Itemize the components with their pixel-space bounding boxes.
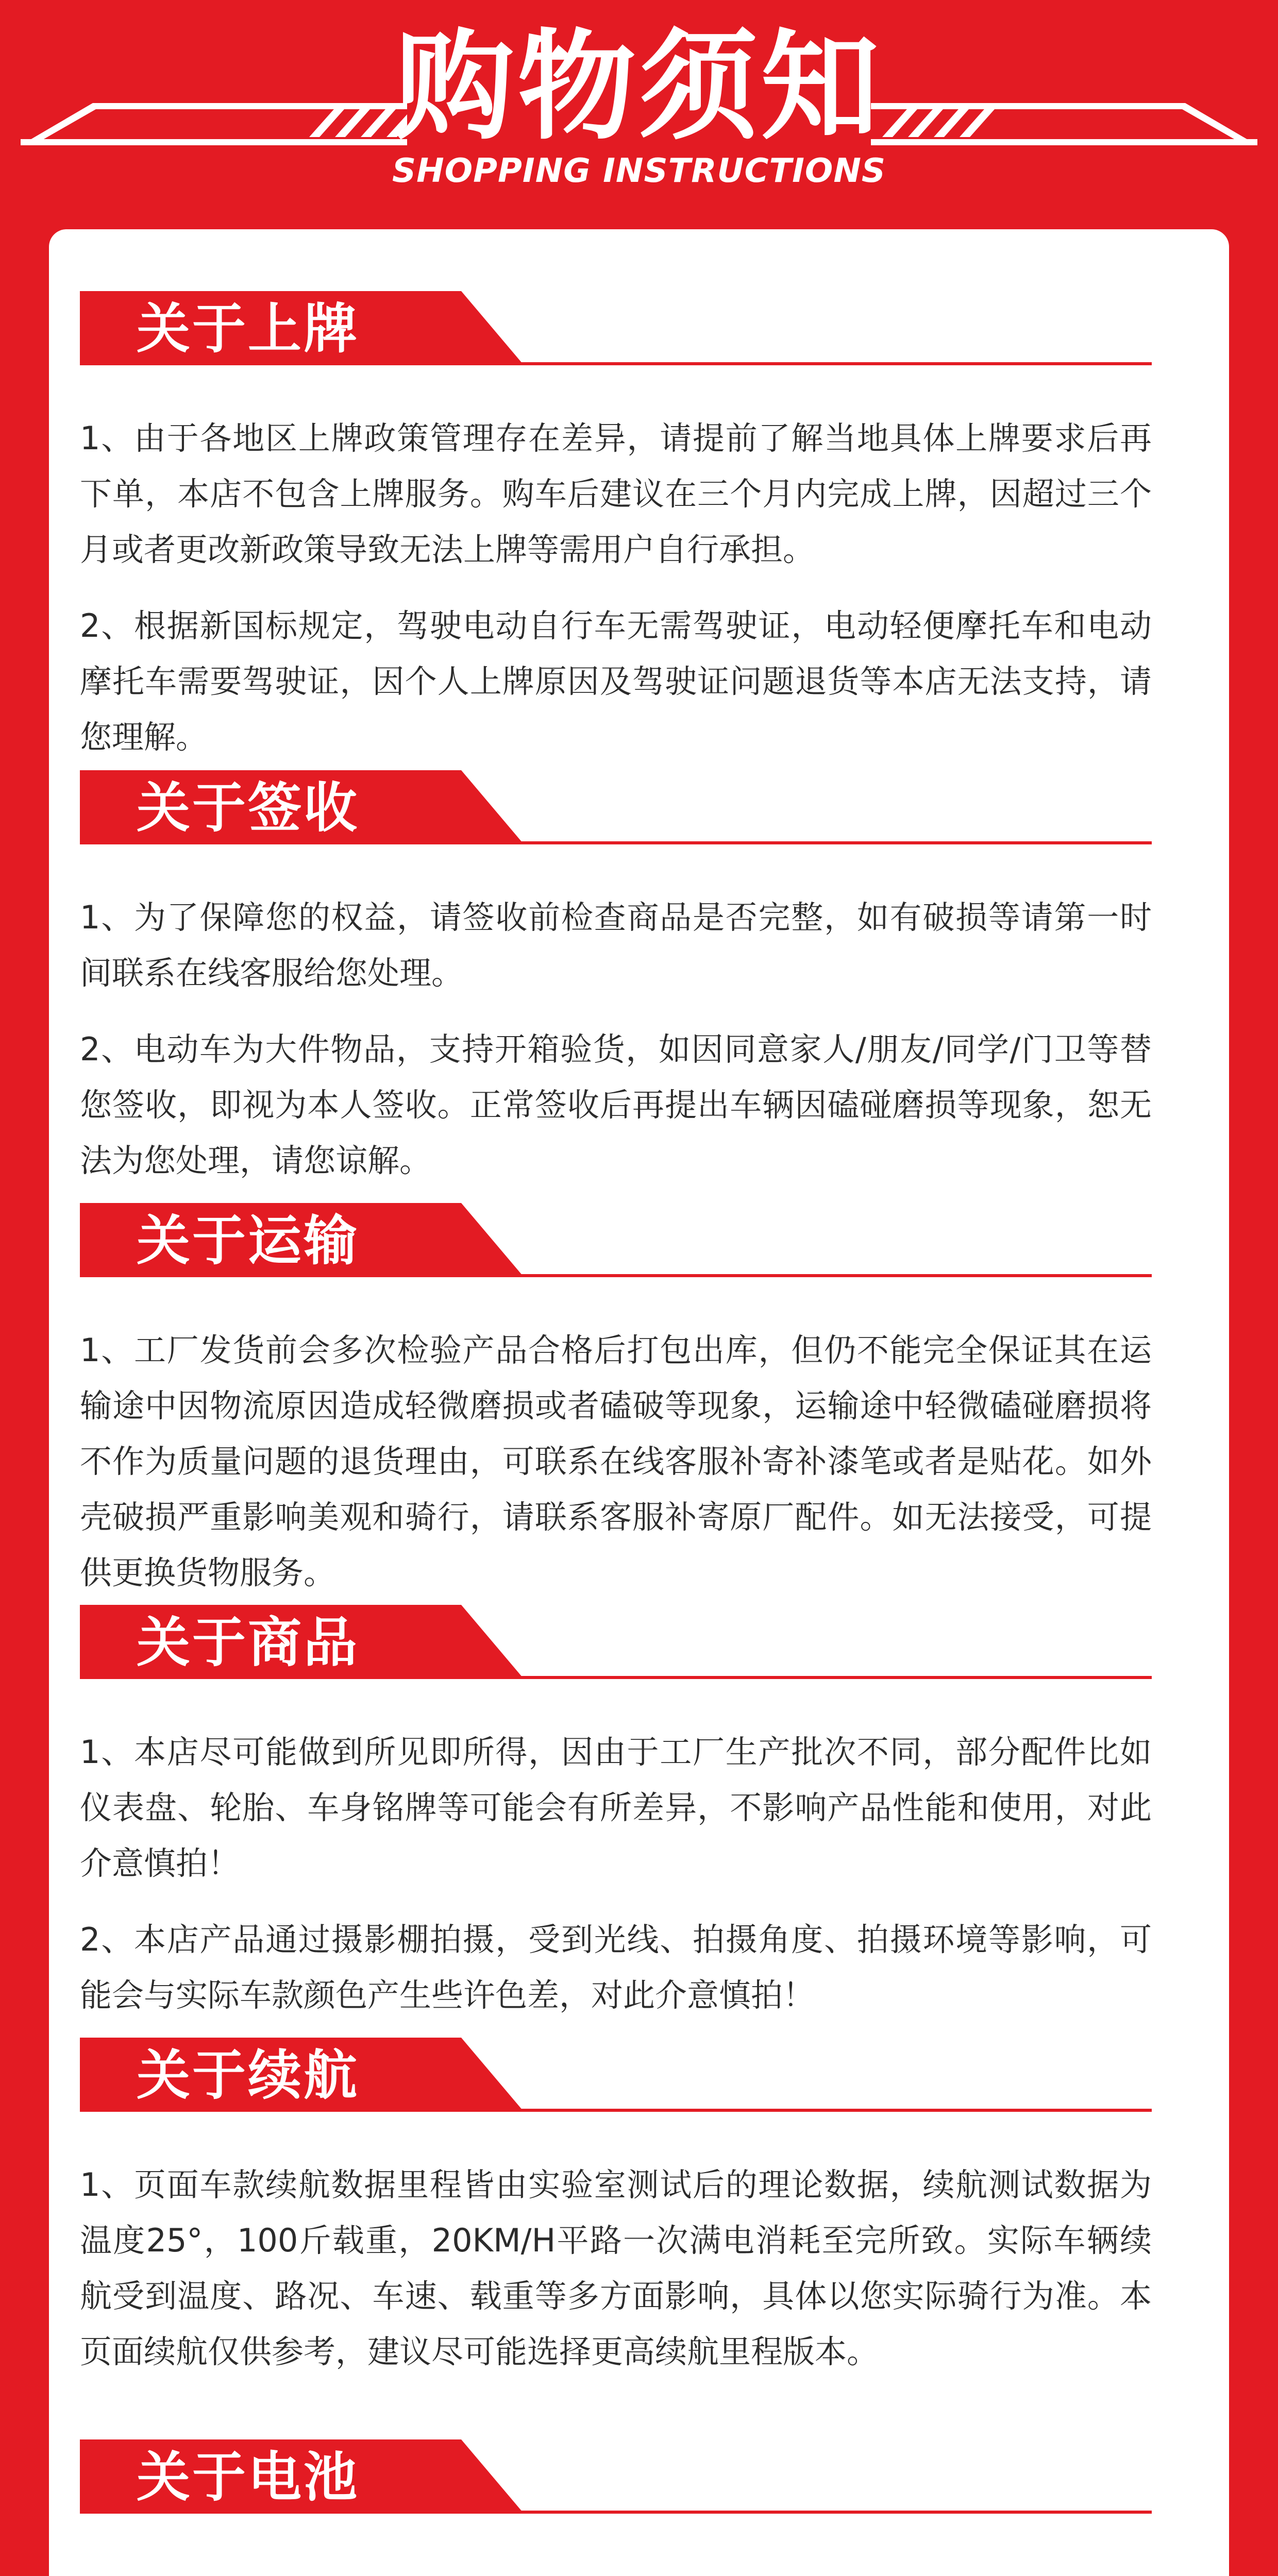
section-heading [80,291,1152,368]
section-paragraph: 2、本店产品通过摄影棚拍摄，受到光线、拍摄角度、拍摄环境等影响，可能会与实际车款颜色产生些许色差，对此介意慎拍！ [80,1921,1152,2014]
page-subtitle: SHOPPING INSTRUCTIONS [392,152,886,190]
section-paragraph: 2、电动车为大件物品，支持开箱验货，如因同意家人/朋友/同学/门卫等替您签收，即视为本人签收。正常签收后再提出车辆因磕碰磨损等现象，恕无法为您处理，请您谅解。 [80,1030,1152,1179]
section-range [80,2038,1152,2380]
section-battery [80,2439,1152,2517]
page-title: 购物须知 [395,19,882,156]
section-paragraph: 1、由于各地区上牌政策管理存在差异，请提前了解当地具体上牌要求后再下单，本店不包含上牌服务。购车后建议在三个月内完成上牌，因超过三个月或者更改新政策导致无法上牌等需用户自行承担。 [80,419,1152,568]
section-receipt [80,770,1152,1189]
section-heading [80,770,1152,848]
section-title: 关于签收 [137,776,360,839]
section-shipping [80,1203,1152,1601]
section-title: 关于续航 [137,2044,360,2107]
section-paragraph: 1、工厂发货前会多次检验产品合格后打包出库，但仍不能完全保证其在运输途中因物流原因造成轻微磨损或者磕破等现象，运输途中轻微磕碰磨损将不作为质量问题的退货理由，可联系在线客服补寄补漆笔或者是贴花。如外壳破损严重影响美观和骑行，请联系客服补寄原厂配件。如无法接受，可提供更换货物服务。 [80,1331,1152,1591]
section-paragraph: 1、本店尽可能做到所见即所得，因由于工厂生产批次不同，部分配件比如仪表盘、轮胎、车身铭牌等可能会有所差异，不影响产品性能和使用，对此介意慎拍！ [80,1733,1152,1882]
section-title: 关于商品 [137,1611,360,1674]
section-heading [80,1605,1152,1682]
section-heading [80,2038,1152,2115]
section-heading [80,1203,1152,1280]
section-paragraph: 1、页面车款续航数据里程皆由实验室测试后的理论数据，续航测试数据为温度25°，100斤载重，20KM/H平路一次满电消耗至完所致。实际车辆续航受到温度、路况、车速、载重等多方面影响，具体以您实际骑行为准。本页面续航仅供参考，建议尽可能选择更高续航里程版本。 [80,2166,1152,2370]
section-license-plate [80,291,1152,765]
section-title: 关于电池 [137,2446,360,2509]
section-products [80,1605,1152,2023]
section-paragraph: 2、根据新国标规定，驾驶电动自行车无需驾驶证，电动轻便摩托车和电动摩托车需要驾驶证，因个人上牌原因及驾驶证问题退货等本店无法支持，请您理解。 [80,607,1152,756]
page-header [0,0,1278,227]
section-heading [80,2439,1152,2517]
section-paragraph: 1、为了保障您的权益，请签收前检查商品是否完整，如有破损等请第一时间联系在线客服给您处理。 [80,899,1152,992]
section-title: 关于运输 [137,1209,360,1272]
section-title: 关于上牌 [137,297,360,360]
